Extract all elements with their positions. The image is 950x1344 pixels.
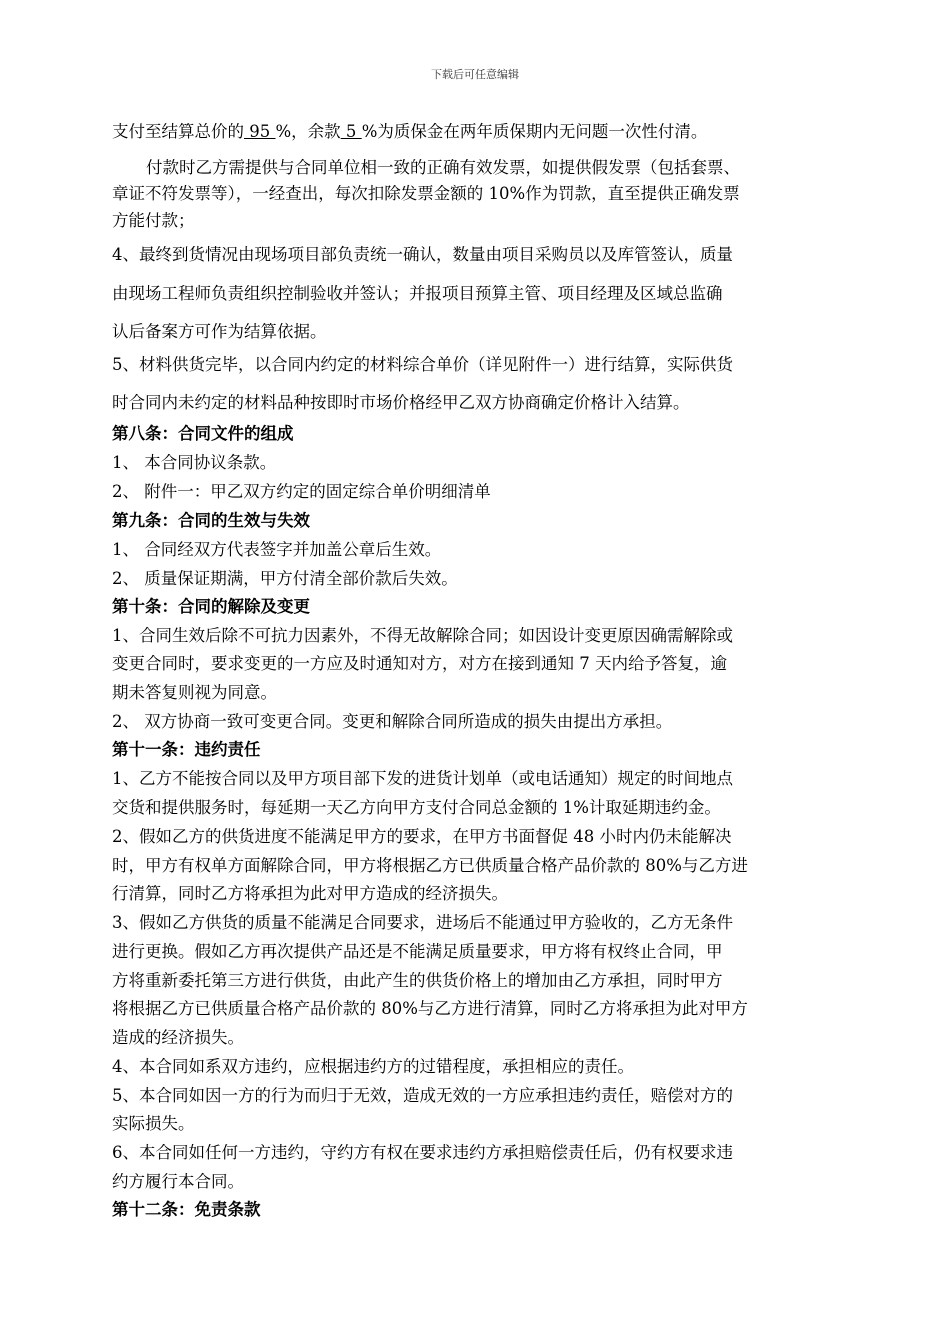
- text-line: [112, 351, 733, 375]
- text-line: [112, 852, 748, 876]
- text-line: [112, 1024, 244, 1048]
- text-span: 约方履行本合同。: [112, 1172, 244, 1191]
- text-span: 进行更换。假如乙方再次提供产品还是不能满足质量要求，甲方将有权终止合同，甲: [112, 942, 723, 961]
- section-heading: [112, 507, 310, 531]
- text-span: 第九条：合同的生效与失效: [112, 511, 310, 530]
- text-span: 2、 质量保证期满，甲方付清全部价款后失效。: [112, 569, 458, 588]
- text-span: 认后备案方可作为结算依据。: [112, 322, 327, 341]
- text-line: [112, 823, 731, 847]
- section-heading: [112, 1196, 261, 1220]
- text-line: [112, 938, 723, 962]
- section-heading: [112, 420, 294, 444]
- text-span: 方能付款；: [112, 211, 195, 230]
- text-span: 1、 本合同协议条款。: [112, 453, 277, 472]
- text-span: 由现场工程师负责组织控制验收并签认；并报项目预算主管、项目经理及区域总监确: [112, 284, 723, 303]
- text-line: [112, 318, 327, 342]
- text-span: 第十一条：违约责任: [112, 740, 261, 759]
- text-line: [112, 280, 723, 304]
- text-span: 方将重新委托第三方进行供货，由此产生的供货价格上的增加由乙方承担，同时甲方: [112, 971, 723, 990]
- text-line: [112, 765, 733, 789]
- text-span: 第八条：合同文件的组成: [112, 424, 294, 443]
- section-heading: [112, 736, 261, 760]
- text-span: 时合同内未约定的材料品种按即时市场价格经甲乙双方协商确定价格计入结算。: [112, 393, 690, 412]
- text-line: [112, 449, 276, 473]
- text-span: %，余款: [275, 122, 341, 141]
- text-line: [112, 389, 690, 413]
- text-line: [112, 995, 748, 1019]
- text-span: 2、 附件一：甲乙双方约定的固定综合单价明细清单: [112, 482, 491, 501]
- underlined-value: 95: [244, 122, 276, 141]
- text-span: 6、本合同如任何一方违约，守约方有权在要求违约方承担赔偿责任后，仍有权要求违: [112, 1143, 733, 1162]
- text-line: [112, 1110, 195, 1134]
- text-span: 第十条：合同的解除及变更: [112, 597, 310, 616]
- text-span: 变更合同时，要求变更的一方应及时通知对方，对方在接到通知 7 天内给予答复，逾: [112, 654, 727, 673]
- text-line: [112, 1053, 634, 1077]
- text-line: [112, 650, 727, 674]
- text-line: [112, 1082, 733, 1106]
- text-line: [112, 708, 672, 732]
- text-span: 时，甲方有权单方面解除合同，甲方将根据乙方已供质量合格产品价款的 80%与乙方进: [112, 856, 748, 875]
- text-span: 4、最终到货情况由现场项目部负责统一确认，数量由项目采购员以及库管签认，质量: [112, 245, 733, 264]
- text-span: 将根据乙方已供质量合格产品价款的 80%与乙方进行清算，同时乙方将承担为此对甲方: [112, 999, 748, 1018]
- text-span: 付款时乙方需提供与合同单位相一致的正确有效发票，如提供假发票（包括套票、: [146, 158, 740, 177]
- text-line: [112, 622, 733, 646]
- text-span: 1、合同生效后除不可抗力因素外，不得无故解除合同；如因设计变更原因确需解除或: [112, 626, 733, 645]
- text-line: [112, 794, 721, 818]
- text-line: [112, 118, 707, 142]
- text-line: [112, 207, 195, 231]
- text-line: [112, 536, 441, 560]
- text-span: %为质保金在两年质保期内无问题一次性付清。: [361, 122, 708, 141]
- text-span: 3、假如乙方供货的质量不能满足合同要求，进场后不能通过甲方验收的，乙方无条件: [112, 913, 733, 932]
- page-header: 下载后可任意编辑: [431, 68, 519, 81]
- text-span: 章证不符发票等），一经查出，每次扣除发票金额的 10%作为罚款，直至提供正确发票: [112, 184, 740, 203]
- text-span: 交货和提供服务时，每延期一天乙方向甲方支付合同总金额的 1%计取延期违约金。: [112, 798, 721, 817]
- text-line: [112, 880, 508, 904]
- text-span: 4、本合同如系双方违约，应根据违约方的过错程度，承担相应的责任。: [112, 1057, 634, 1076]
- text-line: [112, 679, 277, 703]
- text-line: [112, 1139, 733, 1163]
- text-span: 期未答复则视为同意。: [112, 683, 277, 702]
- text-span: 1、乙方不能按合同以及甲方项目部下发的进货计划单（或电话通知）规定的时间地点: [112, 769, 733, 788]
- underlined-value: 5: [340, 122, 362, 141]
- text-span: 2、 双方协商一致可变更合同。变更和解除合同所造成的损失由提出方承担。: [112, 712, 673, 731]
- text-line: [112, 1168, 244, 1192]
- text-line: [112, 967, 723, 991]
- text-line: [112, 241, 733, 265]
- text-span: 造成的经济损失。: [112, 1028, 244, 1047]
- text-span: 第十二条：免责条款: [112, 1200, 261, 1219]
- text-span: 1、 合同经双方代表签字并加盖公章后生效。: [112, 540, 442, 559]
- text-line: [112, 180, 740, 204]
- text-span: 5、本合同如因一方的行为而归于无效，造成无效的一方应承担违约责任，赔偿对方的: [112, 1086, 733, 1105]
- text-line: [146, 154, 740, 178]
- text-span: 5、材料供货完毕，以合同内约定的材料综合单价（详见附件一）进行结算，实际供货: [112, 355, 733, 374]
- text-span: 行清算，同时乙方将承担为此对甲方造成的经济损失。: [112, 884, 508, 903]
- text-span: 2、假如乙方的供货进度不能满足甲方的要求，在甲方书面督促 48 小时内仍未能解决: [112, 827, 732, 846]
- section-heading: [112, 593, 310, 617]
- text-line: [112, 478, 491, 502]
- text-line: [112, 909, 733, 933]
- text-span: 实际损失。: [112, 1114, 195, 1133]
- text-span: 支付至结算总价的: [112, 122, 244, 141]
- text-line: [112, 565, 458, 589]
